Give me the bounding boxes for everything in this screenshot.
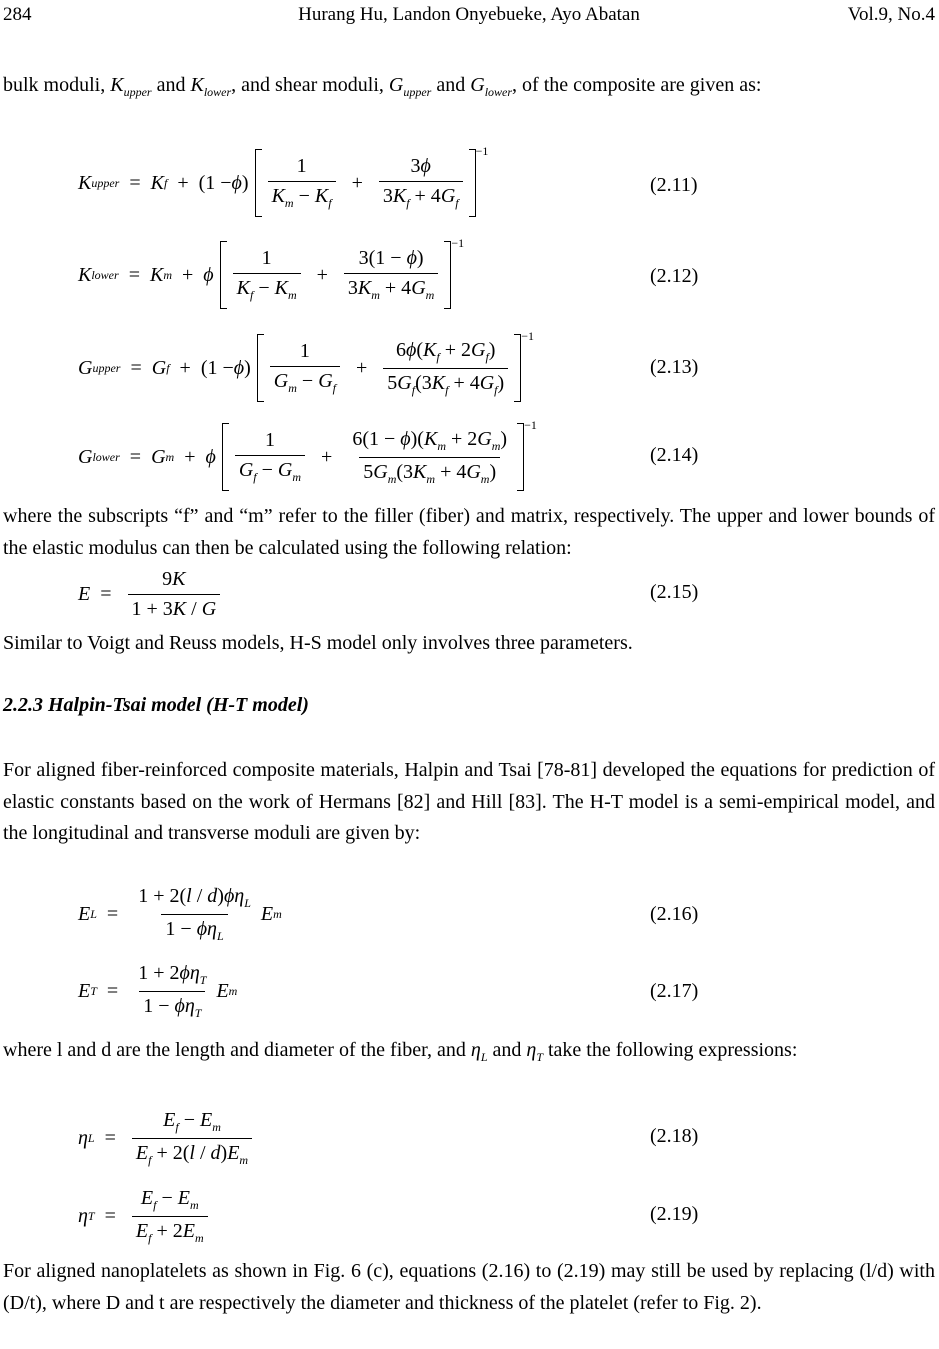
equation-2-12: K lower = K m + ϕ $\frac{1}{K_f - K_m}$ + $\frac{3(1 - \phi)}{3K_m + 4G_m}$ −1 — [78, 232, 638, 318]
equation-2-18: η L = $\frac{E_f - E_m}{E_f + 2(l / d)E_m}$ — [78, 1102, 638, 1174]
equation-number-2-15: (2.15) — [650, 581, 699, 603]
equation-number-2-19: (2.19) — [650, 1203, 699, 1225]
equation-number-2-11: (2.11) — [650, 174, 698, 196]
equation-number-2-16: (2.16) — [650, 903, 699, 925]
running-authors: Hurang Hu, Landon Onyebueke, Ayo Abatan — [298, 4, 640, 25]
equation-2-19: η T = $\frac{E_f - E_m}{E_f + 2E_m}$ — [78, 1180, 638, 1252]
paragraph-halpin-tsai: For aligned fiber-reinforced composite materials, Halpin and Tsai [78-81] developed the equations for prediction of elastic constants based on the work of Hermans [82] and Hill [83]. The H-T model is a semi-empirical model, and the longitudinal and transverse moduli are given by: — [3, 759, 935, 844]
equation-2-14: G lower = G m + ϕ $\frac{1}{G_f - G_m}$ + $\frac{6(1 - \phi)(K_m + 2G_m)}{5G_m(3K_m + 4G_m)}$ −1 — [78, 414, 638, 500]
page-number: 284 — [3, 4, 32, 25]
section-heading-halpin-tsai: 2.2.3 Halpin-Tsai model (H-T model) — [3, 694, 309, 716]
equation-number-2-14: (2.14) — [650, 444, 699, 466]
paragraph-subscripts: where the subscripts “f” and “m” refer to the filler (fiber) and matrix, respectively. The upper and lower bounds of the elastic modulus can then be calculated using the following relation: — [3, 505, 935, 559]
equation-number-2-18: (2.18) — [650, 1125, 699, 1147]
equation-number-2-12: (2.12) — [650, 265, 699, 287]
paragraph-nanoplatelets: For aligned nanoplatelets as shown in Fig. 6 (c), equations (2.16) to (2.19) may still be used by replacing (l/d) with (D/t), where D and t are respectively the diameter and thickness of the platelet (refer to Fig. 2). — [3, 1260, 935, 1314]
equation-number-2-17: (2.17) — [650, 980, 699, 1002]
page-header — [3, 4, 935, 30]
volume-info: Vol.9, No.4 — [847, 4, 935, 25]
equation-2-15: E = $\frac{9K}{1 + 3K / G}$ — [78, 562, 638, 626]
equation-2-17: E T = $\frac{1 + 2\phi\eta_T}{1 - \phi\eta_T}$ E m — [78, 961, 238, 1020]
paragraph-hs-summary: Similar to Voigt and Reuss models, H-S model only involves three parameters. — [3, 632, 633, 654]
equation-number-2-13: (2.13) — [650, 356, 699, 378]
equation-2-13: G upper = G f + (1 − ϕ ) $\frac{1}{G_m - G_f}$ + $\frac{6\phi(K_f + 2G_f)}{5G_f(3K_f + 4G_f)}$ −1 — [78, 325, 638, 411]
paragraph-bulk-moduli: bulk moduli, $K_{upper}$ and $K_{lower}$, and shear moduli, $G_{upper}$ and $G_{lower}$, of the composite are given as: — [3, 74, 762, 99]
equation-2-11: K upper = K f + (1 − ϕ ) $\frac{1}{K_m - K_f}$ + $\frac{3\phi}{3K_f + 4G_f}$ −1 — [78, 140, 638, 226]
paragraph-eta-definition: where l and d are the length and diameter of the fiber, and $\eta_L$ and $\eta_T$ take the following expressions: — [3, 1039, 798, 1064]
equation-2-16: E L = $\frac{1 + 2(l / d)\phi\eta_L}{1 - \phi\eta_L}$ E m — [78, 884, 282, 943]
